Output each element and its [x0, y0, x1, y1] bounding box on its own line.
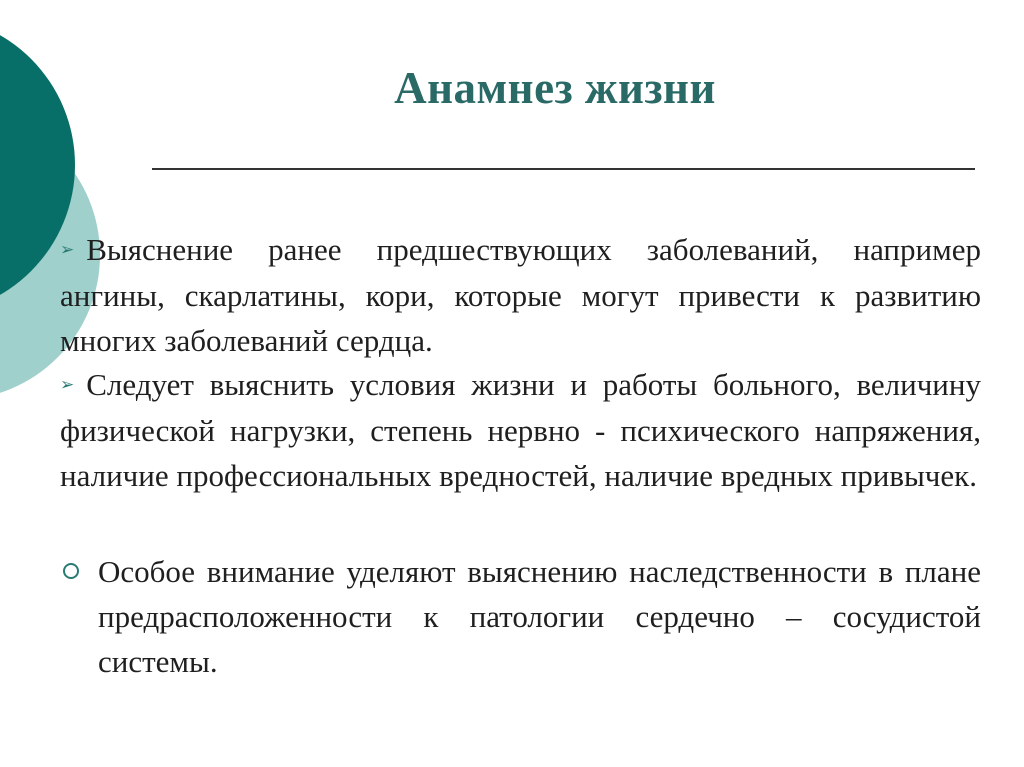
bullet-item-2: [60, 362, 981, 498]
bullet-text-3: Особое внимание уделяют выяснению наследственности в плане предрасположенности к патологии сердечно – сосудистой системы.: [98, 554, 981, 679]
arrow-bullet-icon: ➢: [60, 240, 75, 260]
bullet-item-3: [98, 549, 981, 684]
slide-title: Анамнез жизни: [394, 63, 716, 113]
arrow-bullet-icon: ➢: [60, 375, 75, 395]
title-divider: [152, 168, 975, 170]
circle-bullet-icon: [63, 563, 79, 579]
bullet-text-2: Следует выяснить условия жизни и работы больного, величину физической нагрузки, степень нервно - психического напряжения, наличие профессиональных вредностей, наличие вредных привычек.: [60, 367, 981, 493]
bullet-text-1: Выяснение ранее предшествующих заболеваний, например ангины, скарлатины, кори, которые могут привести к развитию многих заболеваний сердца.: [60, 232, 981, 358]
bullet-item-1: [60, 227, 981, 363]
